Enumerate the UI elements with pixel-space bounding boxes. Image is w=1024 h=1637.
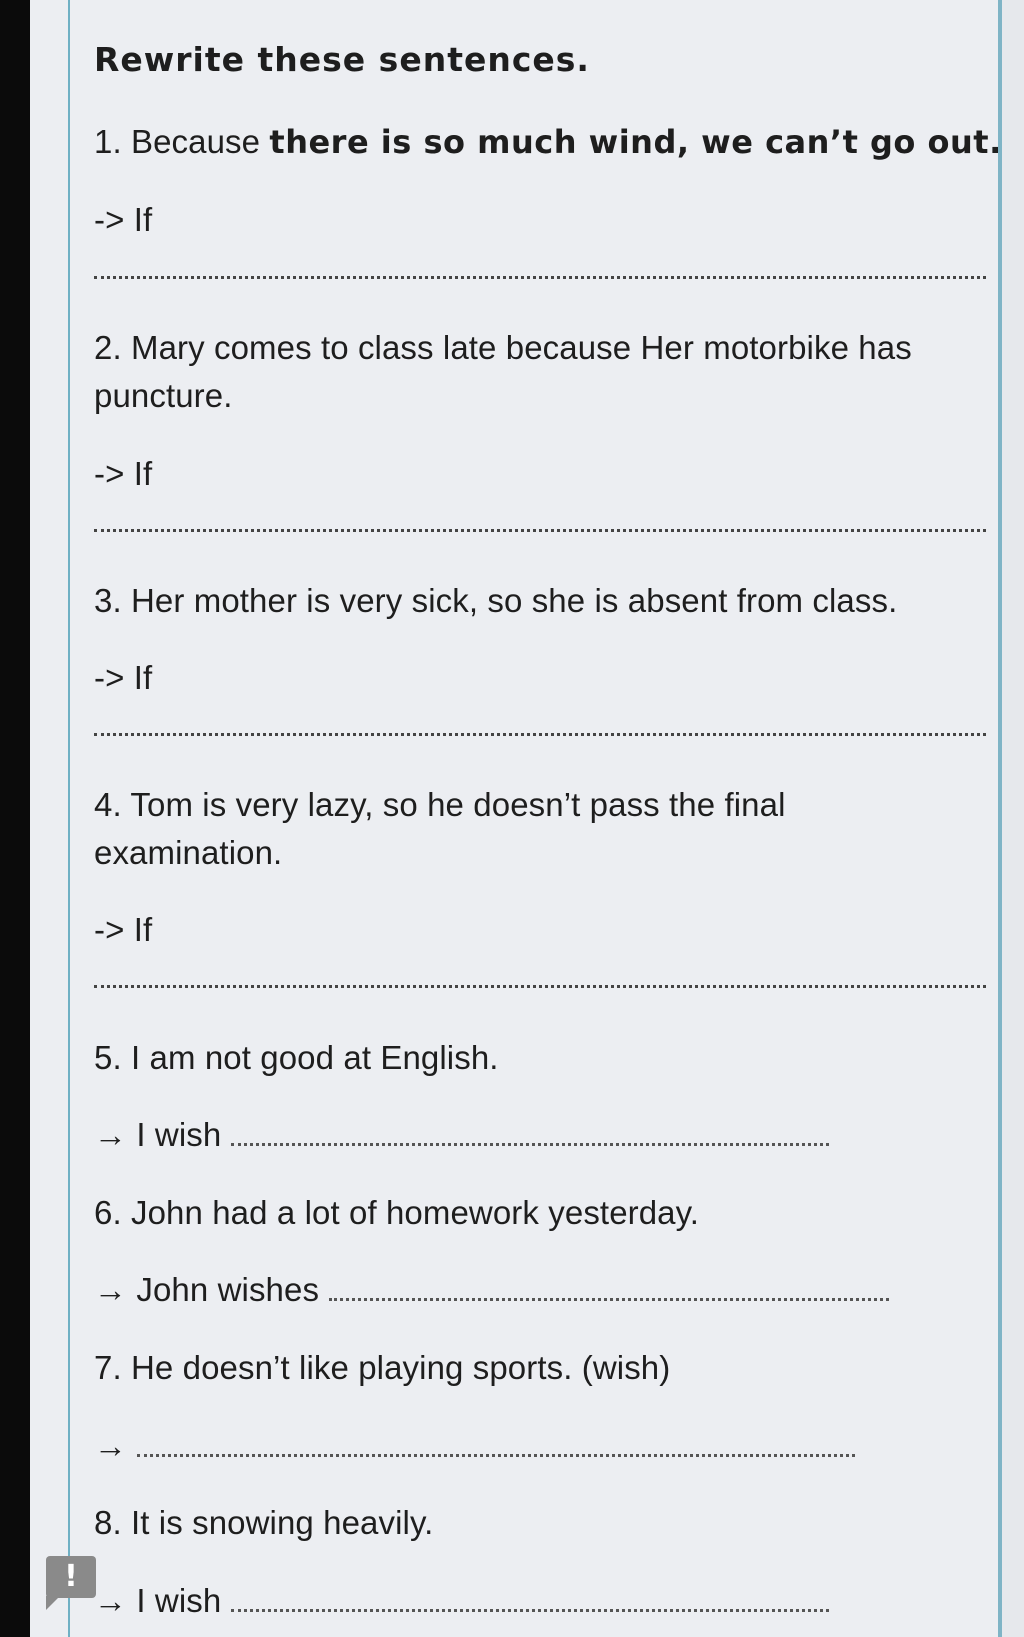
answer-line-2[interactable]: [94, 529, 986, 532]
question-1-prompt: -> If: [94, 201, 153, 238]
question-6-answer-row: [94, 1266, 889, 1314]
exclamation-flag-icon[interactable]: !: [46, 1556, 96, 1598]
right-edge-strip: [1002, 0, 1024, 1637]
answer-line-6[interactable]: [329, 1297, 889, 1301]
question-2-line-1: 2. Mary comes to class late because Her motorbike has: [94, 329, 912, 366]
question-5-prompt: → I wish: [94, 1116, 222, 1153]
answer-line-4[interactable]: [94, 985, 986, 988]
question-3: 3. Her mother is very sick, so she is absent from class.: [94, 582, 898, 619]
answer-line-1[interactable]: [94, 276, 986, 279]
question-8: 8. It is snowing heavily.: [94, 1504, 434, 1541]
question-5-answer-row: [94, 1111, 829, 1159]
question-5: 5. I am not good at English.: [94, 1039, 499, 1076]
left-margin-rule: [68, 0, 70, 1637]
worksheet-heading: Rewrite these sentences.: [94, 40, 590, 79]
question-1-bold-text: there is so much wind, we can’t go out.: [269, 123, 1002, 161]
answer-line-7[interactable]: [137, 1453, 855, 1457]
question-2-prompt: -> If: [94, 455, 153, 492]
question-7: 7. He doesn’t like playing sports. (wish): [94, 1349, 671, 1386]
question-7-prompt: →: [94, 1427, 128, 1464]
question-1-prefix: 1. Because: [94, 123, 270, 160]
question-4-line-2: examination.: [94, 834, 283, 871]
answer-line-3[interactable]: [94, 733, 986, 736]
question-4-line-1: 4. Tom is very lazy, so he doesn’t pass the final: [94, 786, 786, 823]
question-4-prompt: -> If: [94, 911, 153, 948]
answer-line-8[interactable]: [231, 1608, 829, 1612]
question-2-line-2: puncture.: [94, 377, 233, 414]
question-6: 6. John had a lot of homework yesterday.: [94, 1194, 700, 1231]
question-3-prompt: -> If: [94, 659, 153, 696]
question-8-answer-row: [94, 1577, 829, 1625]
question-6-prompt: → John wishes: [94, 1271, 320, 1308]
answer-line-5[interactable]: [231, 1142, 829, 1146]
question-7-answer-row: [94, 1422, 855, 1470]
question-8-prompt: → I wish: [94, 1582, 222, 1619]
question-1: [94, 118, 1002, 166]
